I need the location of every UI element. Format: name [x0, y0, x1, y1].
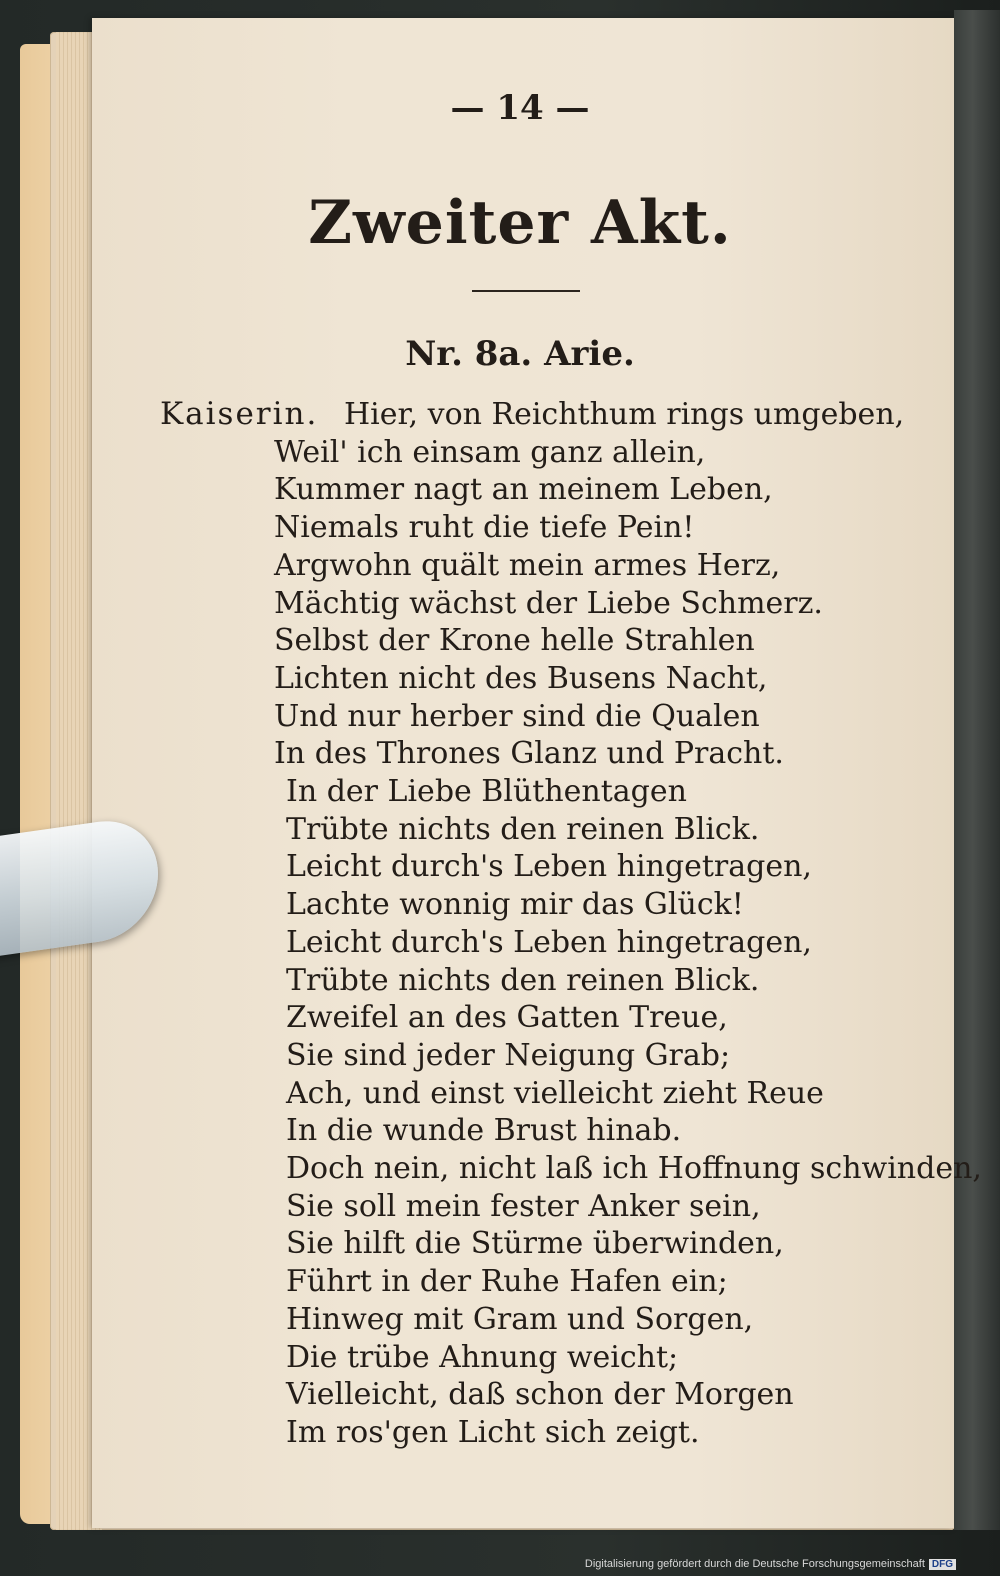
number-heading: Nr. 8a. Arie.	[405, 334, 635, 374]
verse-line: Niemals ruht die tiefe Pein!	[274, 510, 695, 546]
verse-line: In die wunde Brust hinab.	[286, 1113, 682, 1149]
verse-line: Doch nein, nicht laß ich Hoffnung schwinden,	[286, 1151, 982, 1187]
verse-line: Im ros'gen Licht sich zeigt.	[286, 1414, 700, 1450]
verse-line: Sie sind jeder Neigung Grab;	[286, 1037, 731, 1073]
verse-line: Sie hilft die Stürme überwinden,	[286, 1226, 784, 1262]
verse-line: Ach, und einst vielleicht zieht Reue	[286, 1075, 824, 1111]
verse-line: Vielleicht, daß schon der Morgen	[286, 1377, 794, 1413]
verse-line: Argwohn quält mein armes Herz,	[274, 547, 781, 583]
verse-line: Lachte wonnig mir das Glück!	[286, 887, 744, 923]
verse-line: Und nur herber sind die Qualen	[274, 698, 760, 734]
speaker-name: Kaiserin.	[160, 396, 319, 432]
act-title: Zweiter Akt.	[308, 188, 732, 258]
title-divider	[472, 290, 580, 292]
verse-line: In der Liebe Blüthentagen	[286, 774, 687, 810]
verse-line: Hinweg mit Gram und Sorgen,	[286, 1301, 754, 1337]
credit-text: Digitalisierung gefördert durch die Deutsche Forschungsgemeinschaft	[584, 1558, 925, 1570]
verse-line: Trübte nichts den reinen Blick.	[286, 811, 760, 847]
verse-line: Weil' ich einsam ganz allein,	[274, 434, 706, 470]
verse-line: Lichten nicht des Busens Nacht,	[274, 660, 768, 696]
verse-line: In des Thrones Glanz und Pracht.	[274, 736, 784, 772]
verse-line: Die trübe Ahnung weicht;	[286, 1339, 679, 1375]
verse-line: Leicht durch's Leben hingetragen,	[286, 924, 812, 960]
dfg-logo: DFG	[929, 1559, 956, 1570]
verse-line: Mächtig wächst der Liebe Schmerz.	[274, 585, 823, 621]
verse-line: Leicht durch's Leben hingetragen,	[286, 849, 812, 885]
verse-line: Hier, von Reichthum rings umgeben,	[344, 397, 905, 432]
verse-block	[274, 396, 982, 1452]
digitization-credit	[585, 1558, 956, 1570]
verse-line: Zweifel an des Gatten Treue,	[286, 1000, 728, 1036]
verse-line: Selbst der Krone helle Strahlen	[274, 623, 755, 659]
verse-line: Kummer nagt an meinem Leben,	[274, 472, 773, 508]
verse-line: Trübte nichts den reinen Blick.	[286, 962, 760, 998]
verse-line: Sie soll mein fester Anker sein,	[286, 1188, 761, 1224]
verse-line: Führt in der Ruhe Hafen ein;	[286, 1264, 728, 1300]
page-number: — 14 —	[450, 88, 590, 128]
